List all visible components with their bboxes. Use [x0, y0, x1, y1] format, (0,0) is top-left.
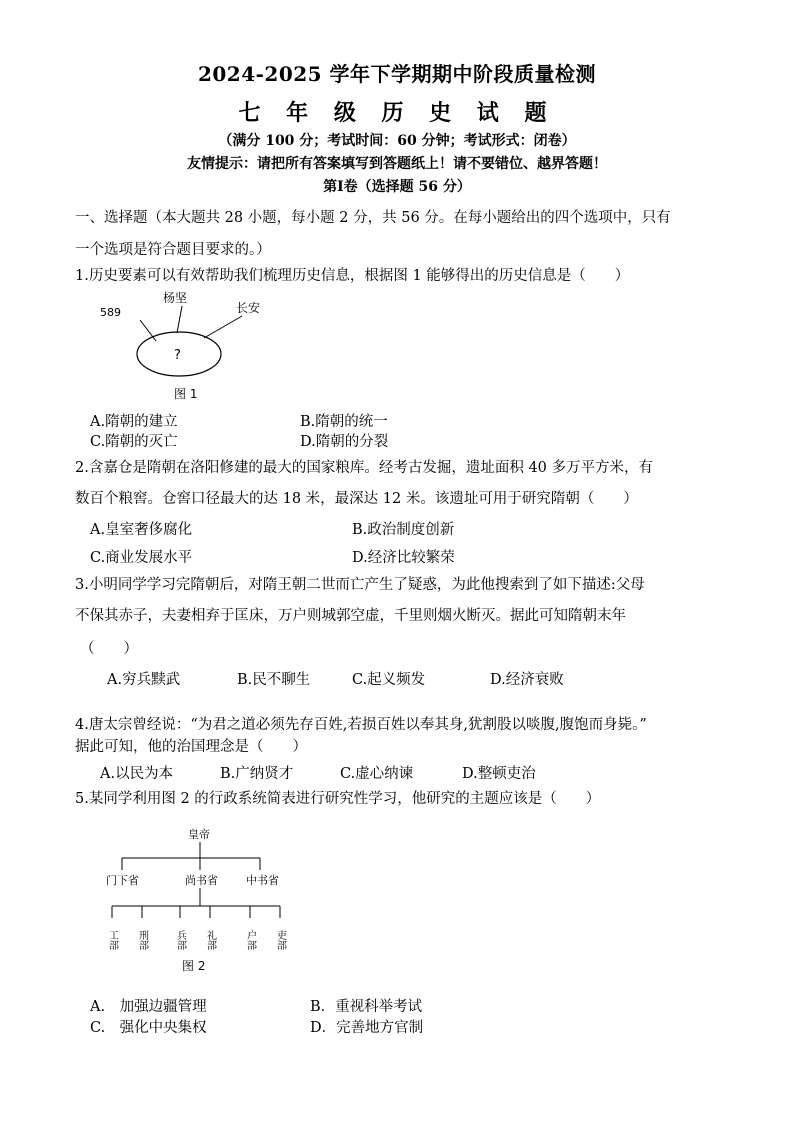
q3-stem-line3: （ ） [80, 641, 138, 657]
exam-title: 2024-2025 学年下学期期中阶段质量检测 [197, 62, 597, 86]
fig2-bingbu: 兵部 [174, 930, 186, 950]
fig1-caption: 图 1 [174, 387, 198, 401]
q4-option-b: B.广纳贤才 [220, 766, 294, 782]
q5-option-c: C. 强化中央集权 [90, 1020, 207, 1036]
fig2-gongbu: 工部 [106, 930, 118, 950]
fig2-hubu: 户部 [244, 930, 256, 950]
q2-option-a: A.皇室奢侈腐化 [90, 522, 193, 538]
q5-option-b: B．重视科举考试 [310, 999, 423, 1015]
q2-option-d: D.经济比较繁荣 [352, 550, 455, 566]
figure-2-org-chart [100, 824, 300, 974]
q3-option-d: D.经济衰败 [490, 672, 564, 688]
q1-option-c: C.隋朝的灭亡 [90, 434, 178, 450]
q3-stem-line2: 不保其赤子，夫妻相弃于匡床，万户则城郭空虚，千里则烟火断灭。据此可知隋朝末年 [75, 608, 626, 624]
q3-stem-line1: 3.小明同学学习完隋朝后，对隋王朝二世而亡产生了疑惑，为此他搜索到了如下描述:父母 [75, 577, 645, 593]
fig2-shangshu: 尚书省 [185, 874, 218, 887]
section-intro-line1: 一、选择题（本大题共 28 小题，每小题 2 分，共 56 分。在每小题给出的四个选项中，只有 [75, 210, 671, 226]
fig2-caption: 图 2 [182, 959, 206, 973]
q5-option-a: A. 加强边疆管理 [90, 999, 207, 1015]
q3-option-a: A.穷兵黩武 [107, 672, 181, 688]
q2-option-c: C.商业发展水平 [90, 550, 193, 566]
q1-option-a: A.隋朝的建立 [90, 414, 178, 430]
section-heading: 第Ⅰ卷（选择题 56 分） [323, 179, 471, 195]
q5-option-d: D．完善地方官制 [310, 1020, 424, 1036]
q5-stem: 5.某同学利用图 2 的行政系统简表进行研究性学习，他研究的主题应该是（ ） [75, 791, 601, 807]
q1-option-b: B.隋朝的统一 [300, 414, 388, 430]
grade-subject-title: 七 年 级 历 史 试 题 [238, 100, 556, 126]
q2-stem-line1: 2.含嘉仓是隋朝在洛阳修建的最大的国家粮库。经考古发掘，遗址面积 40 多万平方米，有 [75, 460, 653, 476]
exam-info: （满分 100 分；考试时间：60 分钟；考试形式：闭卷） [218, 133, 576, 149]
q1-stem: 1.历史要素可以有效帮助我们梳理历史信息，根据图 1 能够得出的历史信息是（ ） [75, 268, 630, 284]
fig2-libu-rites: 礼部 [204, 930, 216, 950]
fig1-label-place: 长安 [236, 301, 261, 315]
q4-stem-line1: 4.唐太宗曾经说：“为君之道必须先存百姓,若损百姓以奉其身,犹割股以啖腹,腹饱而身毙。” [75, 717, 647, 733]
fig1-question-mark: ? [174, 348, 181, 363]
q4-option-d: D.整顿吏治 [462, 766, 536, 782]
q2-option-b: B.政治制度创新 [352, 522, 455, 538]
q1-option-d: D.隋朝的分裂 [300, 434, 389, 450]
figure-1-diagram [90, 288, 290, 408]
q3-option-c: C.起义频发 [352, 672, 426, 688]
q2-stem-line2: 数百个粮窖。仓窖口径最大的达 18 米，最深达 12 米。该遗址可用于研究隋朝（ ） [75, 491, 638, 507]
fig2-xingbu: 刑部 [136, 930, 148, 950]
section-intro-line2: 一个选项是符合题目要求的。） [75, 242, 271, 258]
q4-stem-line2: 据此可知，他的治国理念是（ ） [75, 739, 307, 755]
notice: 友情提示：请把所有答案填写到答题纸上！请不要错位、越界答题！ [187, 156, 607, 172]
fig1-label-person: 杨坚 [163, 291, 188, 305]
fig1-label-year: 589 [100, 306, 121, 319]
fig2-menxia: 门下省 [106, 874, 139, 887]
fig2-libu-personnel: 吏部 [274, 930, 286, 950]
q4-option-a: A.以民为本 [100, 766, 174, 782]
fig2-emperor: 皇帝 [188, 828, 210, 841]
q4-option-c: C.虚心纳谏 [340, 766, 414, 782]
fig2-zhongshu: 中书省 [246, 874, 279, 887]
q3-option-b: B.民不聊生 [237, 672, 311, 688]
